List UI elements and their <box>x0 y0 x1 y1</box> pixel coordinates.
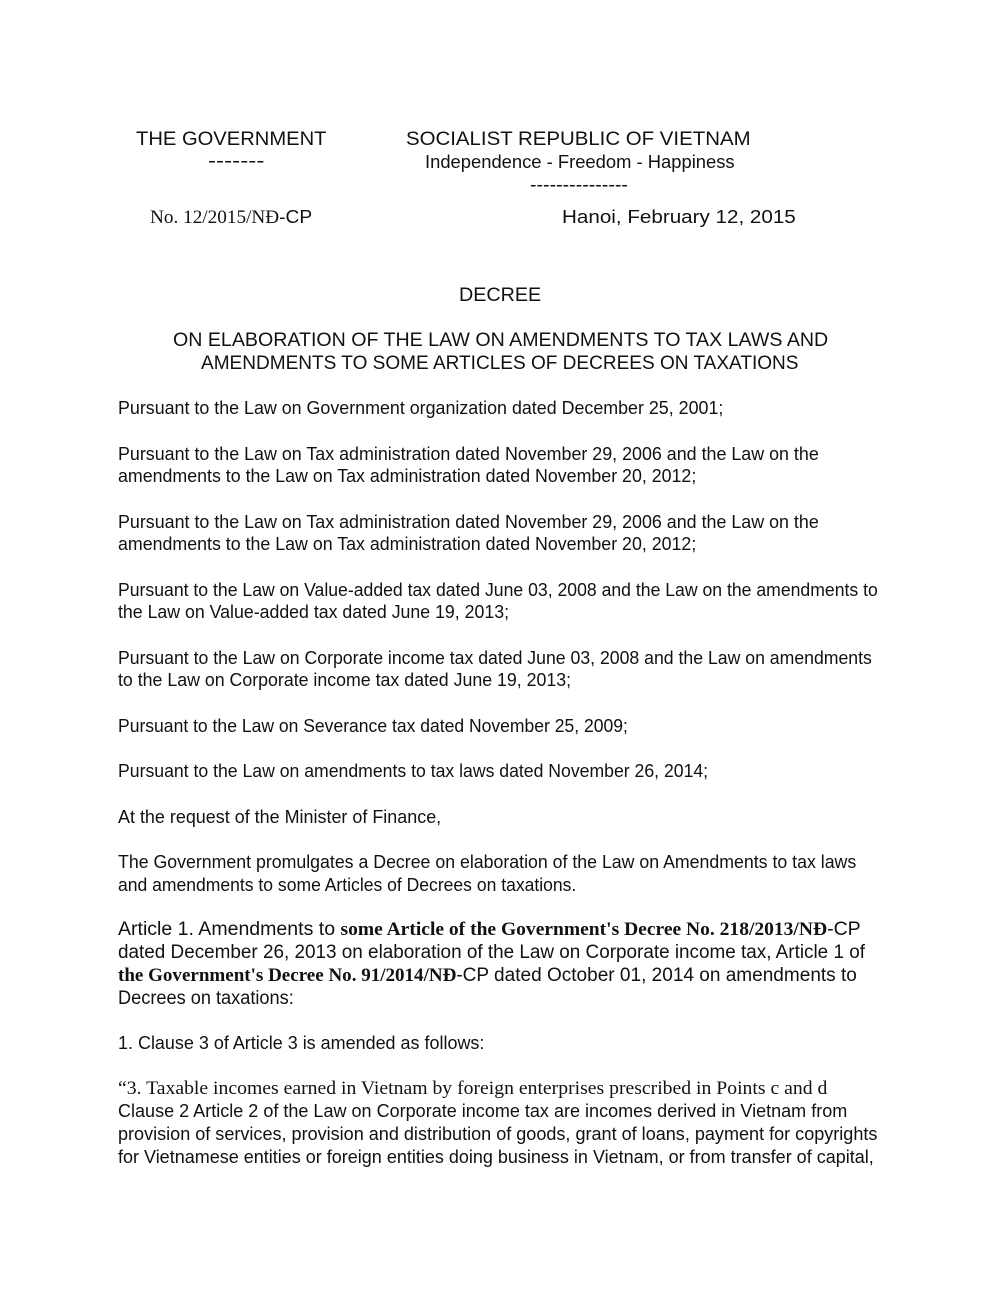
clause1-text-line3: provision of services, provision and distribution of goods, grant of loans, payment for copyrights <box>118 1123 878 1144</box>
article1-decree-ref: some Article of the Government's Decree No. 218/2013/NĐ <box>340 919 828 940</box>
preamble-tax-admin-2-line1: Pursuant to the Law on Tax administration dated November 29, 2006 and the Law on the <box>118 511 819 532</box>
preamble-severance: Pursuant to the Law on Severance tax dated November 25, 2009; <box>118 715 628 736</box>
preamble-tax-admin-1-line1: Pursuant to the Law on Tax administration dated November 29, 2006 and the Law on the <box>118 443 819 464</box>
preamble-cit-line1: Pursuant to the Law on Corporate income tax dated June 03, 2008 and the Law on amendments <box>118 647 872 668</box>
decree-title: DECREE <box>459 285 542 306</box>
clause1-heading: 1. Clause 3 of Article 3 is amended as follows: <box>118 1032 485 1053</box>
preamble-gov-org: Pursuant to the Law on Government organization dated December 25, 2001; <box>118 397 724 418</box>
article1-label: Article 1. Amendments to <box>118 919 341 940</box>
article1-heading-line2: dated December 26, 2013 on elaboration of the Law on Corporate income tax, Article 1 of <box>118 942 865 963</box>
document-number-main: No. 12/2015/NĐ <box>150 208 280 228</box>
article1-heading-line1 <box>118 920 861 939</box>
issuer-rule: ------- <box>208 151 265 172</box>
article1-heading-line3 <box>118 966 857 985</box>
clause1-text-line2: Clause 2 Article 2 of the Law on Corporate income tax are incomes derived in Vietnam from <box>118 1100 848 1121</box>
preamble-tax-admin-1-line2: amendments to the Law on Tax administration dated November 20, 2012; <box>118 465 697 486</box>
document-number-suffix: -CP <box>279 206 313 227</box>
article1-line3-rest: -CP dated October 01, 2014 on amendments to <box>456 965 857 986</box>
decree-subtitle-line1: ON ELABORATION OF THE LAW ON AMENDMENTS TO TAX LAWS AND <box>173 330 829 351</box>
promulgation-line1: The Government promulgates a Decree on elaboration of the Law on Amendments to tax laws <box>118 851 857 872</box>
clause1-text-line1: “3. Taxable incomes earned in Vietnam by foreign enterprises prescribed in Points c and d <box>118 1078 828 1099</box>
preamble-vat-line2: the Law on Value-added tax dated June 19, 2013; <box>118 601 510 622</box>
country-name: SOCIALIST REPUBLIC OF VIETNAM <box>406 129 751 150</box>
preamble-minister-request: At the request of the Minister of Finance, <box>118 806 442 827</box>
clause1-text-line4: for Vietnamese entities or foreign entities doing business in Vietnam, or from transfer of capital, <box>118 1146 874 1167</box>
national-motto: Independence - Freedom - Happiness <box>425 151 735 172</box>
preamble-tax-admin-2-line2: amendments to the Law on Tax administration dated November 20, 2012; <box>118 533 697 554</box>
preamble-vat-line1: Pursuant to the Law on Value-added tax dated June 03, 2008 and the Law on the amendments to <box>118 579 878 600</box>
preamble-amend-tax-laws: Pursuant to the Law on amendments to tax laws dated November 26, 2014; <box>118 760 709 781</box>
decree-subtitle-line2: AMENDMENTS TO SOME ARTICLES OF DECREES ON TAXATIONS <box>201 353 799 374</box>
motto-rule: --------------- <box>530 175 628 196</box>
promulgation-line2: and amendments to some Articles of Decrees on taxations. <box>118 874 577 895</box>
article1-decree-suffix: -CP <box>827 919 861 940</box>
issuer-name: THE GOVERNMENT <box>136 129 327 150</box>
place-and-date: Hanoi, February 12, 2015 <box>562 206 796 227</box>
article1-decree-ref-2: the Government's Decree No. 91/2014/NĐ <box>118 965 457 986</box>
document-number <box>150 208 312 228</box>
preamble-cit-line2: to the Law on Corporate income tax dated June 19, 2013; <box>118 669 572 690</box>
article1-heading-line4: Decrees on taxations: <box>118 988 294 1009</box>
